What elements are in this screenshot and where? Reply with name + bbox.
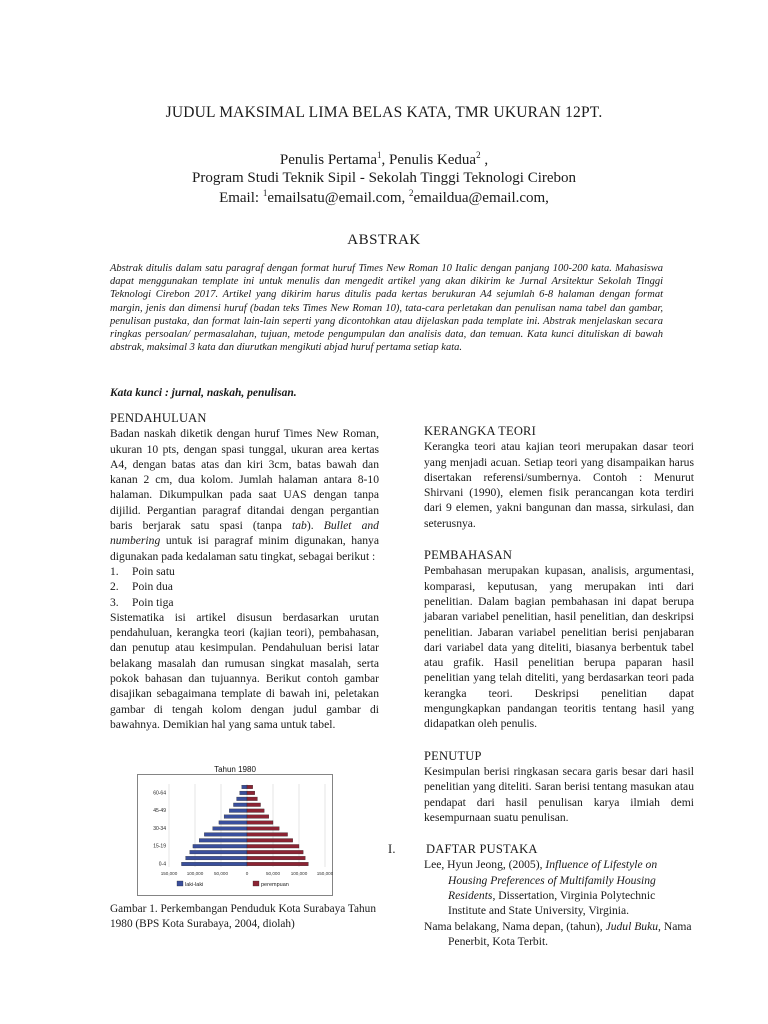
email-2: emaildua@email.com, <box>413 190 549 206</box>
y-tick-label: 30-34 <box>153 825 166 832</box>
pyramid-bar-laki-laki <box>224 815 247 819</box>
author-1-affil-mark: 1 <box>377 150 382 160</box>
daftar-pustaka-label: DAFTAR PUSTAKA <box>426 842 538 857</box>
pyramid-bar-perempuan <box>247 809 264 813</box>
x-tick-label: 100,000 <box>290 871 308 876</box>
abstract-heading: ABSTRAK <box>347 232 421 248</box>
legend-swatch-laki-laki <box>177 881 183 886</box>
list-item <box>110 564 379 579</box>
author-1: Penulis Pertama <box>279 152 377 168</box>
pyramid-bar-laki-laki <box>193 844 247 848</box>
pembahasan-paragraph: Pembahasan merupakan kupasan, analisis, argumentasi, komparasi, keputusan, yang merupakan inti dari penelitian. Dalam bagian pembahasan ini dapat berupa jabaran variabel penelitian, hasil penelitian, dan deskripsi penelitian. Jabaran variabel penelitian berisi penjabaran dari variabel data yang diteliti, biasanya berbentuk tabel atau grafik. Hasil penelitian berupa paparan hasil penelitian yang telah diteliti, yang berdasarkan teori pada kerangka teori. Deskripsi penelitian dapat mengungkapkan pandangan teoritis tentang hasil yang didapatkan oleh penulis. <box>424 564 694 731</box>
kerangka-paragraph: Kerangka teori atau kajian teori merupakan dasar teori yang menjadi acuan. Setiap teori yang disampaikan harus disertakan referensi/sumbernya. Contoh : Menurut Shirvani (1990), elemen fisik perancangan kota terdiri dari 9 elemen, yakni bangunan dan massa, sirkulasi, dan seterusnya. <box>424 440 694 530</box>
x-tick-label: 0 <box>245 871 249 876</box>
author-line-end: , <box>480 152 489 168</box>
figure-caption: Gambar 1. Perkembangan Penduduk Kota Surabaya Tahun 1980 (BPS Kota Surabaya, 2004, diolah) <box>110 903 376 930</box>
right-column <box>388 424 694 949</box>
pyramid-bar-perempuan <box>247 797 257 801</box>
keywords: Kata kunci : jurnal, naskah, penulisan. <box>110 387 297 399</box>
x-tick-label: 150,000 <box>160 871 178 876</box>
section-heading-daftar-pustaka <box>388 842 694 857</box>
pendahuluan-p1-text: Badan naskah diketik dengan huruf Times New Roman, ukuran 10 pts, dengan spasi tunggal, ukuran area kertas A4, dengan batas atas dan kiri 3cm, batas bawah dan kanan 2 cm, dua kolom. Jumlah halaman antara 8-10 halaman. Dikumpulkan pada saat UAS dengan tanpa dijilid. Pergantian paragraf ditandai dengan pergantian baris berjarak satu spasi (tanpa <box>110 427 379 533</box>
pyramid-bar-laki-laki <box>240 791 247 795</box>
list-text: Poin dua <box>132 580 173 594</box>
pendahuluan-p1-end: untuk isi paragraf minim digunakan, hanya digunakan pada kedalaman satu tingkat, sebagai berikut : <box>110 534 379 563</box>
population-pyramid-chart <box>137 764 333 896</box>
pendahuluan-p1-mid: ). <box>306 519 324 533</box>
pyramid-bar-laki-laki <box>186 856 247 860</box>
pyramid-bar-perempuan <box>247 815 269 819</box>
pendahuluan-p1-tab: tab <box>292 519 307 533</box>
affiliation: Program Studi Teknik Sipil - Sekolah Tinggi Teknologi Cirebon <box>191 170 577 186</box>
list-number: 3. <box>110 595 119 609</box>
email-1-mark: 1 <box>262 188 268 198</box>
y-tick-label: 45-49 <box>153 808 166 815</box>
legend-swatch-perempuan <box>253 881 259 886</box>
pyramid-bar-laki-laki <box>213 827 247 831</box>
y-tick-label: 60-64 <box>153 790 166 797</box>
author-separator: , <box>381 152 389 168</box>
legend-label-perempuan: perempuan <box>261 882 289 888</box>
legend-label-laki-laki: laki-laki <box>185 882 204 888</box>
section-number: I. <box>388 842 396 857</box>
author-line <box>0 150 768 169</box>
y-tick-label: 0-4 <box>158 861 166 868</box>
pyramid-bar-perempuan <box>247 821 273 825</box>
ref-2-author: Nama belakang, Nama depan, (tahun), <box>424 919 606 933</box>
population-pyramid-figure <box>137 764 333 896</box>
pyramid-bar-perempuan <box>247 827 279 831</box>
pyramid-bar-perempuan <box>247 856 305 860</box>
pyramid-bar-perempuan <box>247 850 303 854</box>
pyramid-bar-laki-laki <box>242 785 247 789</box>
pyramid-bar-laki-laki <box>199 839 247 843</box>
list-text: Poin tiga <box>132 595 174 609</box>
pyramid-bar-perempuan <box>247 844 299 848</box>
ref-1-publisher: , Dissertation, Virginia Polytechnic Institute and State University, Virginia. <box>448 889 656 918</box>
pyramid-bar-perempuan <box>247 791 255 795</box>
pendahuluan-paragraph-2: Sistematika isi artikel disusun berdasarkan urutan pendahuluan, kerangka teori (kajian teori), pembahasan, dan penutup atau kesimpulan. Pendahuluan berisi latar belakang masalah dan rumusan singkat masalah, serta pokok bahasan dan tujuannya. Berikut contoh gambar disajikan sebagaimana template di bawah ini, peletakan gambar di tengah kolom dengan judul gambar di bawahnya. Demikian hal yang sama untuk tabel. <box>110 610 379 731</box>
pendahuluan-p1-bullet: Bullet and numbering <box>110 519 379 548</box>
list-text: Poin satu <box>132 564 175 578</box>
pyramid-bar-laki-laki <box>237 797 247 801</box>
pyramid-bar-laki-laki <box>204 833 247 837</box>
pyramid-bar-perempuan <box>247 839 293 843</box>
email-prefix: Email: <box>219 190 263 206</box>
pyramid-bar-laki-laki <box>219 821 247 825</box>
left-column <box>110 411 379 732</box>
list-item <box>110 595 379 610</box>
pyramid-bar-perempuan <box>247 785 253 789</box>
email-1: emailsatu@email.com, <box>267 190 409 206</box>
ref-1-author: Lee, Hyun Jeong, (2005), <box>424 858 546 872</box>
ref-2-publisher: , Nama Penerbit, Kota Terbit. <box>448 919 692 948</box>
author-2: Penulis Kedua <box>389 152 477 168</box>
x-tick-label: 150,000 <box>316 871 333 876</box>
abstract-text: Abstrak ditulis dalam satu paragraf dengan format huruf Times New Roman 10 Italic dengan panjang 100-200 kata. Mahasiswa dapat menggunakan template ini untuk menulis dan mengedit artikel yang akan dikirim ke Jurnal Arsitektur Sekolah Tinggi Teknologi Cirebon 2017. Artikel yang dikirim harus ditulis pada kertas berukuran A4 sejumlah 6-8 halaman dengan format margin, jenis dan dimensi huruf (badan teks Times New Roman 10), tata-cara perletakan dan penulisan nama tabel dan gambar, penulisan pustaka, dan format lain-lain seperti yang dicontohkan atau dijelaskan pada template ini. Abstrak menjelaskan secara ringkas persoalan/ permasalahan, tujuan, metode pengumpulan dan analisis data, dan temuan. Kata kunci dituliskan di bawah abstrak, maksimal 3 kata dan diurutkan mengikuti abjad huruf pertama setiap kata. <box>110 263 663 354</box>
numbered-list <box>110 564 379 610</box>
pendahuluan-paragraph-1 <box>110 426 379 564</box>
section-heading-kerangka-teori: KERANGKA TEORI <box>424 424 536 438</box>
pyramid-bar-perempuan <box>247 862 308 866</box>
penutup-paragraph: Kesimpulan berisi ringkasan secara garis besar dari hasil penelitian yang diteliti. Saran berisi tentang masukan atau pendapat dari hasil penulisan karya ilmiah demi kesempurnaan suatu penulisan. <box>424 764 694 824</box>
list-number: 2. <box>110 580 119 594</box>
x-tick-label: 50,000 <box>213 871 229 876</box>
pyramid-bar-laki-laki <box>181 862 247 866</box>
list-item <box>110 579 379 594</box>
reference-item <box>424 857 694 918</box>
chart-title: Tahun 1980 <box>214 765 256 774</box>
section-heading-penutup: PENUTUP <box>424 748 482 763</box>
section-heading-pembahasan: PEMBAHASAN <box>424 548 513 563</box>
pyramid-bar-laki-laki <box>233 803 247 807</box>
email-2-mark: 2 <box>409 188 414 198</box>
pyramid-bar-perempuan <box>247 833 288 837</box>
pyramid-bar-laki-laki <box>190 850 247 854</box>
author-2-affil-mark: 2 <box>476 150 481 160</box>
list-number: 1. <box>110 564 119 578</box>
paper-title: JUDUL MAKSIMAL LIMA BELAS KATA, TMR UKURAN 12PT. <box>165 104 603 121</box>
x-tick-label: 100,000 <box>186 871 204 876</box>
pyramid-bar-laki-laki <box>229 809 247 813</box>
reference-item <box>424 919 694 950</box>
email-line <box>0 188 768 207</box>
x-tick-label: 50,000 <box>265 871 281 876</box>
y-tick-label: 15-19 <box>153 843 166 850</box>
pyramid-bar-perempuan <box>247 803 261 807</box>
ref-2-title: Judul Buku <box>605 919 659 933</box>
ref-1-title: Influence of Lifestyle on Housing Preferences of Multifamily Housing Residents <box>448 858 658 903</box>
section-heading-pendahuluan: PENDAHULUAN <box>110 411 207 425</box>
